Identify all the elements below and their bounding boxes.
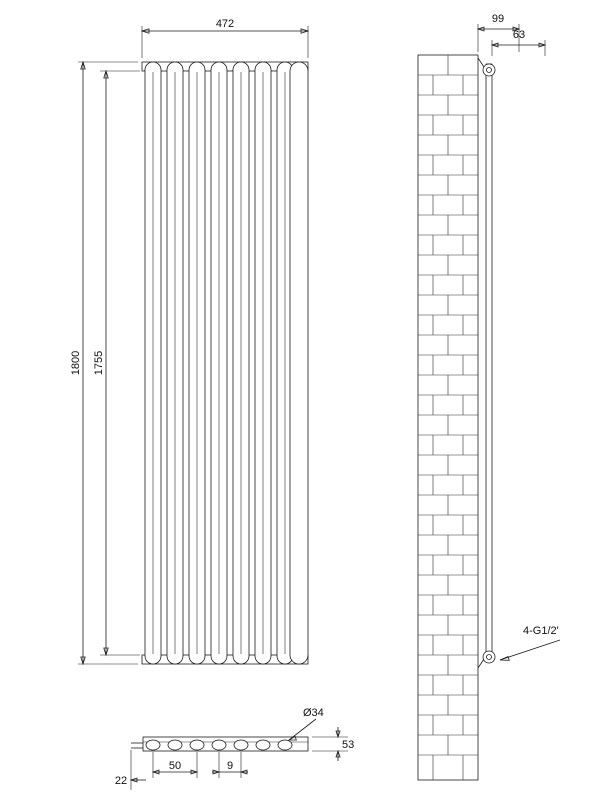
dim-tube-gap-label: 9 [226, 760, 234, 772]
front-tube-end [290, 62, 308, 664]
dim-plan-offset-label: 22 [114, 775, 128, 787]
dim-tube-gap [212, 752, 248, 778]
dim-tube-diameter [289, 707, 324, 740]
dim-overall-height-label: 1800 [70, 350, 82, 376]
dim-panel-height [93, 71, 140, 655]
note-connections [500, 625, 560, 660]
side-valve-top [483, 64, 495, 76]
dim-tube-pitch [153, 752, 197, 778]
front-tubes [145, 62, 308, 664]
front-view [70, 18, 308, 664]
side-valve-bottom [483, 651, 495, 663]
dim-front-width [142, 18, 308, 58]
side-view [418, 13, 560, 780]
dim-projection [492, 29, 545, 56]
dim-plan-depth-label: 53 [342, 739, 355, 751]
dim-front-width-label: 472 [215, 18, 235, 30]
note-connections-label: 4-G1/2' [523, 625, 559, 637]
dim-panel-height-label: 1755 [93, 350, 105, 376]
dim-tube-pitch-label: 50 [168, 760, 182, 772]
dim-plan-depth [312, 727, 354, 761]
dim-wall-offset-label: 99 [491, 13, 505, 25]
dim-projection-label: 63 [512, 29, 526, 41]
side-profile [478, 58, 492, 668]
dim-tube-diameter-label: Ø34 [303, 707, 324, 719]
dim-plan-offset [115, 750, 146, 790]
wall-brick-hatch [418, 55, 478, 780]
top-view [115, 707, 354, 790]
